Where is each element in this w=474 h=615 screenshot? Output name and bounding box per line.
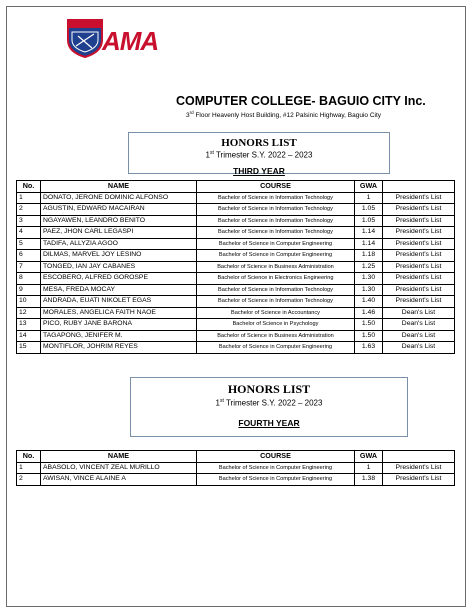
cell-course: Bachelor of Science in Information Technology (197, 192, 355, 204)
cell-gwa: 1.46 (355, 307, 383, 319)
table-header-row (17, 181, 455, 193)
cell-no: 2 (17, 204, 41, 216)
ama-logo (66, 18, 178, 66)
cell-course: Bachelor of Science in Business Administration (197, 261, 355, 273)
cell-gwa: 1.14 (355, 238, 383, 250)
cell-no: 1 (17, 192, 41, 204)
cell-award: Dean's List (383, 330, 455, 342)
term-rest: Trimester S.Y. 2022 – 2023 (223, 398, 323, 408)
term-rest: Trimester S.Y. 2022 – 2023 (213, 150, 313, 160)
table-row (17, 250, 455, 262)
cell-course: Bachelor of Science in Information Technology (197, 227, 355, 239)
cell-gwa: 1.05 (355, 204, 383, 216)
table-row (17, 462, 455, 474)
col-course-header: COURSE (197, 451, 355, 463)
cell-award: President's List (383, 204, 455, 216)
cell-gwa: 1 (355, 462, 383, 474)
table-row (17, 342, 455, 354)
third-year-table (16, 180, 455, 354)
cell-course: Bachelor of Science in Psychology (197, 319, 355, 331)
cell-gwa: 1.50 (355, 330, 383, 342)
table-row (17, 474, 455, 486)
table-row (17, 215, 455, 227)
cell-gwa: 1 (355, 192, 383, 204)
term-label (131, 398, 407, 408)
cell-course: Bachelor of Science in Information Technology (197, 204, 355, 216)
cell-gwa: 1.50 (355, 319, 383, 331)
cell-name: DONATO, JERONE DOMINIC ALFONSO (41, 192, 197, 204)
term-sup: st (219, 398, 224, 404)
term-num: 1 (215, 398, 220, 408)
cell-gwa: 1.40 (355, 296, 383, 308)
term-num: 1 (205, 150, 210, 160)
honors-title: HONORS LIST (227, 382, 311, 396)
cell-no: 15 (17, 342, 41, 354)
school-name: COMPUTER COLLEGE- BAGUIO CITY Inc. (176, 94, 426, 108)
table-row (17, 238, 455, 250)
cell-course: Bachelor of Science in Information Technology (197, 215, 355, 227)
cell-award: President's List (383, 261, 455, 273)
cell-award: Dean's List (383, 342, 455, 354)
cell-course: Bachelor of Science in Business Administration (197, 330, 355, 342)
cell-name: MESA, FREDA MOCAY (41, 284, 197, 296)
cell-no: 10 (17, 296, 41, 308)
col-award-header (383, 451, 455, 463)
cell-name: MONTIFLOR, JOHRIM REYES (41, 342, 197, 354)
cell-award: President's List (383, 215, 455, 227)
cell-no: 6 (17, 250, 41, 262)
cell-name: MORALES, ANGELICA FAITH NAOE (41, 307, 197, 319)
cell-name: DILMAS, MARVEL JOY LESINO (41, 250, 197, 262)
cell-award: President's List (383, 273, 455, 285)
cell-name: TAGAPONG, JENIFER M. (41, 330, 197, 342)
cell-name: ESCOBERO, ALFRED GOROSPE (41, 273, 197, 285)
cell-no: 3 (17, 215, 41, 227)
cell-gwa: 1.30 (355, 284, 383, 296)
cell-course: Bachelor of Science in Information Technology (197, 284, 355, 296)
cell-no: 14 (17, 330, 41, 342)
year-label: FOURTH YEAR (238, 417, 300, 428)
cell-name: PICO, RUBY JANE BARONA (41, 319, 197, 331)
cell-name: ABASOLO, VINCENT ZEAL MURILLO (41, 462, 197, 474)
year-label: THIRD YEAR (233, 165, 285, 176)
fourth-year-table (16, 450, 455, 486)
cell-gwa: 1.38 (355, 474, 383, 486)
col-award-header (383, 181, 455, 193)
table-row (17, 319, 455, 331)
third-year-header-box (128, 132, 390, 174)
cell-no: 1 (17, 462, 41, 474)
cell-name: TONGED, IAN JAY CABANES (41, 261, 197, 273)
address-floor: 3 (186, 112, 190, 120)
col-no-header: No. (17, 181, 41, 193)
address-sup: rd (189, 110, 194, 115)
cell-award: President's List (383, 284, 455, 296)
cell-name: TADIFA, ALLYZIA AGOO (41, 238, 197, 250)
table-row (17, 192, 455, 204)
cell-course: Bachelor of Science in Electronics Engineering (197, 273, 355, 285)
cell-gwa: 1.14 (355, 227, 383, 239)
school-address (186, 110, 426, 119)
table-row (17, 273, 455, 285)
cell-award: President's List (383, 462, 455, 474)
cell-gwa: 1.30 (355, 273, 383, 285)
cell-no: 2 (17, 474, 41, 486)
col-name-header: NAME (41, 451, 197, 463)
cell-no: 9 (17, 284, 41, 296)
logo-text: AMA (102, 26, 159, 56)
col-course-header: COURSE (197, 181, 355, 193)
shield-icon (66, 18, 104, 58)
cell-no: 5 (17, 238, 41, 250)
term-sup: st (209, 150, 214, 156)
cell-course: Bachelor of Science in Computer Engineering (197, 238, 355, 250)
cell-name: ANDRADA, EUATI NIKOLET EGAS (41, 296, 197, 308)
table-row (17, 330, 455, 342)
cell-course: Bachelor of Science in Computer Engineering (197, 342, 355, 354)
cell-award: President's List (383, 296, 455, 308)
cell-gwa: 1.05 (355, 215, 383, 227)
table-row (17, 284, 455, 296)
cell-gwa: 1.25 (355, 261, 383, 273)
table-header-row (17, 451, 455, 463)
cell-no: 13 (17, 319, 41, 331)
col-gwa-header: GWA (355, 181, 383, 193)
fourth-year-rows (17, 462, 455, 485)
cell-course: Bachelor of Science in Information Technology (197, 296, 355, 308)
cell-name: NGAYAWEN, LEANDRO BENITO (41, 215, 197, 227)
cell-course: Bachelor of Science in Computer Engineering (197, 462, 355, 474)
cell-course: Bachelor of Science in Computer Engineering (197, 474, 355, 486)
cell-name: AGUSTIN, EDWARD MACAIRAN (41, 204, 197, 216)
col-name-header: NAME (41, 181, 197, 193)
third-year-rows (17, 192, 455, 353)
cell-course: Bachelor of Science in Accountancy (197, 307, 355, 319)
cell-award: President's List (383, 474, 455, 486)
honors-title: HONORS LIST (221, 137, 297, 149)
cell-no: 12 (17, 307, 41, 319)
table-row (17, 296, 455, 308)
table-row (17, 307, 455, 319)
col-no-header: No. (17, 451, 41, 463)
cell-name: AWISAN, VINCE ALAINE A (41, 474, 197, 486)
term-label (129, 150, 389, 160)
cell-no: 8 (17, 273, 41, 285)
table-row (17, 204, 455, 216)
cell-no: 4 (17, 227, 41, 239)
cell-award: President's List (383, 250, 455, 262)
fourth-year-header-box (130, 377, 408, 437)
table-row (17, 227, 455, 239)
cell-gwa: 1.63 (355, 342, 383, 354)
cell-name: PAEZ, JHON CARL LEGASPI (41, 227, 197, 239)
cell-award: President's List (383, 238, 455, 250)
cell-no: 7 (17, 261, 41, 273)
cell-award: Dean's List (383, 319, 455, 331)
col-gwa-header: GWA (355, 451, 383, 463)
table-row (17, 261, 455, 273)
cell-award: President's List (383, 192, 455, 204)
cell-award: Dean's List (383, 307, 455, 319)
cell-gwa: 1.18 (355, 250, 383, 262)
address-rest: Floor Heavenly Host Building, #12 Palsinic Highway, Baguio City (193, 112, 382, 120)
cell-award: President's List (383, 227, 455, 239)
cell-course: Bachelor of Science in Computer Engineering (197, 250, 355, 262)
